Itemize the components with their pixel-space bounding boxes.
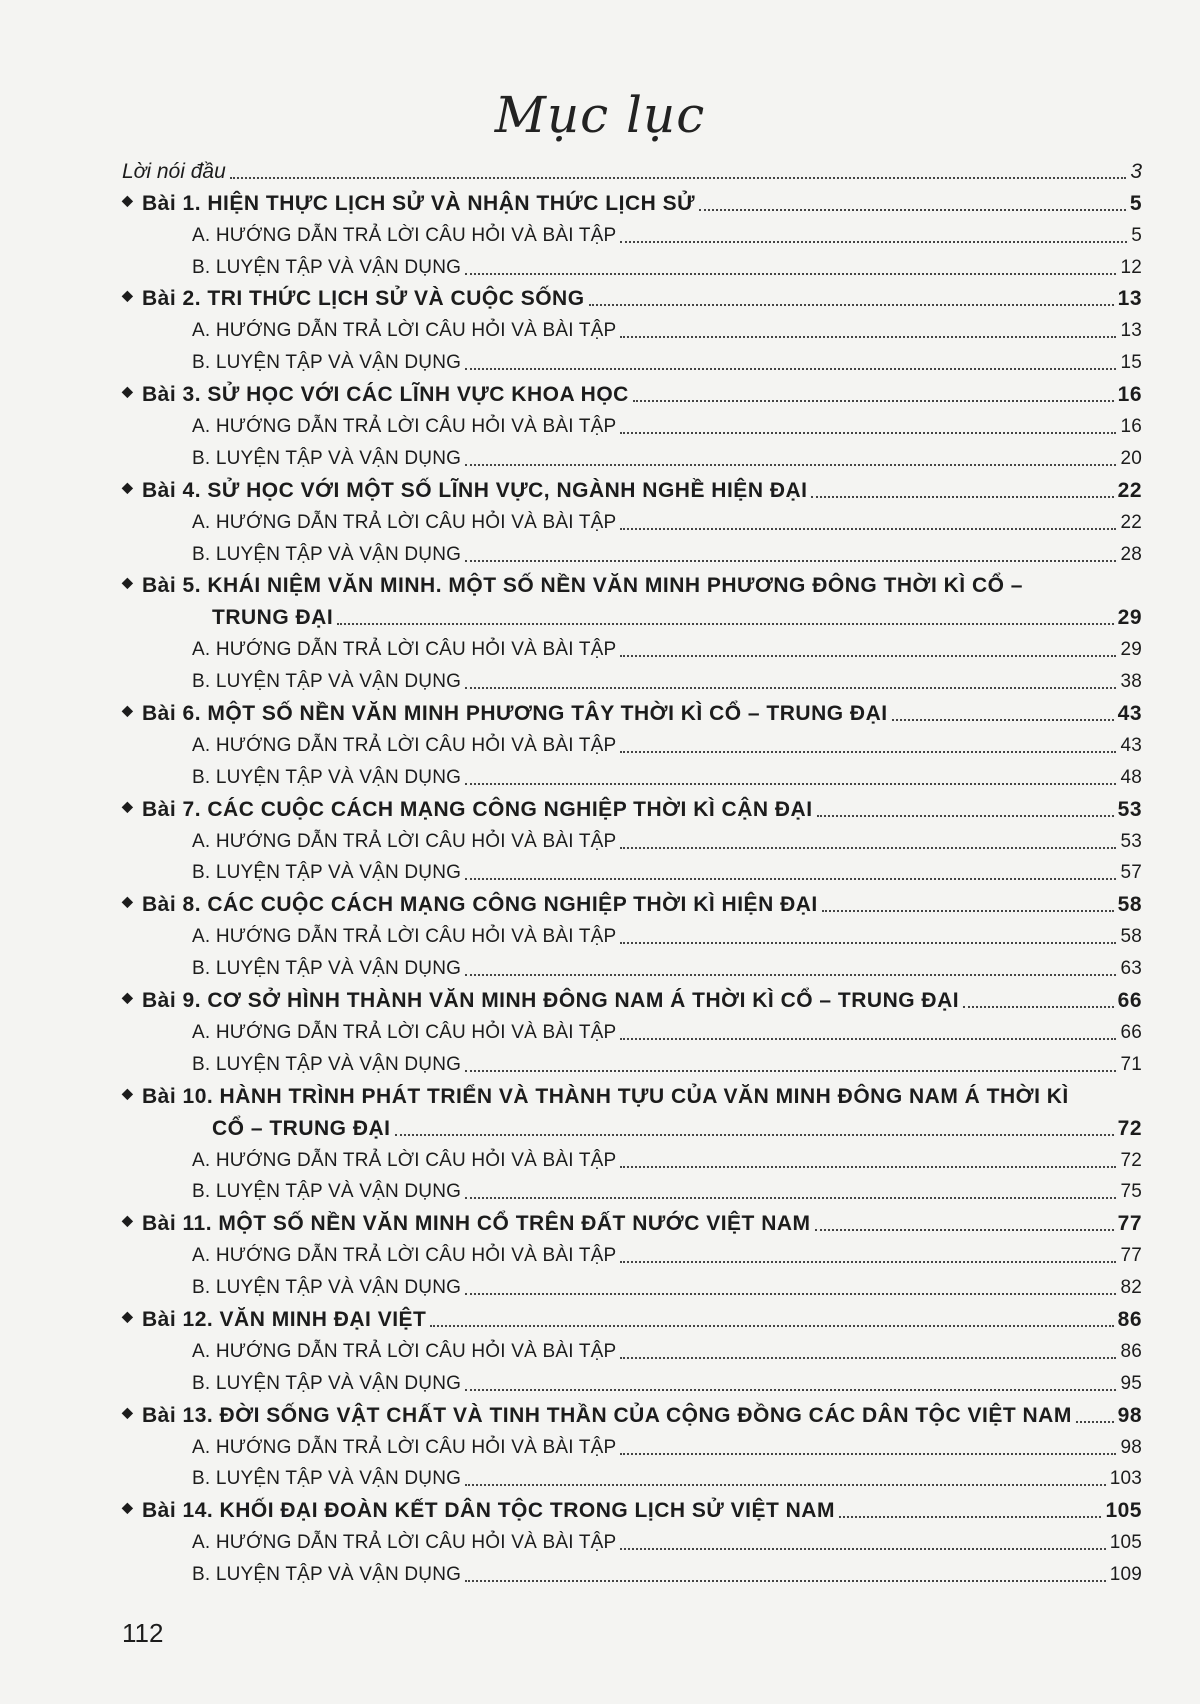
- dot-leader: [620, 528, 1116, 530]
- toc-lesson-row-continued[interactable]: [122, 598, 1142, 630]
- diamond-bullet-icon: ◆: [122, 1084, 134, 1101]
- toc-subsection-page: 75: [1120, 1181, 1142, 1203]
- toc-subsection-row[interactable]: [122, 949, 1142, 981]
- dot-leader: [839, 1516, 1101, 1518]
- dot-leader: [465, 1484, 1106, 1486]
- toc-subsection-page: 16: [1120, 416, 1142, 438]
- toc-subsection-page: 71: [1120, 1053, 1142, 1075]
- dot-leader: [465, 1293, 1116, 1295]
- toc-lesson-row[interactable]: [122, 694, 1142, 726]
- dot-leader: [465, 974, 1116, 976]
- dot-leader: [620, 1166, 1116, 1168]
- toc-subsection-page: 38: [1120, 671, 1142, 693]
- toc-subsection-label: A. HƯỚNG DẪN TRẢ LỜI CÂU HỎI VÀ BÀI TẬP: [192, 926, 617, 948]
- diamond-bullet-icon: ◆: [122, 1212, 134, 1229]
- toc-subsection-row[interactable]: [122, 854, 1142, 886]
- toc-lesson-title: Bài 12. VĂN MINH ĐẠI VIỆT: [142, 1307, 427, 1331]
- diamond-bullet-icon: ◆: [122, 893, 134, 910]
- dot-leader: [465, 878, 1116, 880]
- toc-subsection-page: 15: [1120, 352, 1142, 374]
- toc-subsection-row[interactable]: [122, 822, 1142, 854]
- toc-subsection-page: 13: [1120, 320, 1142, 342]
- diamond-bullet-icon: ◆: [122, 191, 134, 208]
- toc-subsection-row[interactable]: [122, 726, 1142, 758]
- toc-subsection-label: A. HƯỚNG DẪN TRẢ LỜI CÂU HỎI VÀ BÀI TẬP: [192, 320, 617, 342]
- toc-subsection-label: A. HƯỚNG DẪN TRẢ LỜI CÂU HỎI VÀ BÀI TẬP: [192, 1436, 617, 1458]
- toc-subsection-row[interactable]: [122, 1364, 1142, 1396]
- toc-subsection-page: 82: [1120, 1277, 1142, 1299]
- diamond-bullet-icon: ◆: [122, 989, 134, 1006]
- dot-leader: [822, 910, 1114, 912]
- dot-leader: [620, 847, 1116, 849]
- dot-leader: [395, 1134, 1114, 1136]
- diamond-bullet-icon: ◆: [122, 1307, 134, 1324]
- toc-lesson-row[interactable]: [122, 1396, 1142, 1428]
- toc-subsection-page: 53: [1120, 830, 1142, 852]
- toc-subsection-row[interactable]: [122, 917, 1142, 949]
- toc-subsection-page: 103: [1109, 1468, 1142, 1490]
- toc-subsection-row[interactable]: [122, 1523, 1142, 1555]
- toc-subsection-row[interactable]: [122, 1173, 1142, 1205]
- toc-subsection-label: B. LUYỆN TẬP VÀ VẬN DỤNG: [192, 1468, 462, 1490]
- toc-subsection-row[interactable]: [122, 439, 1142, 471]
- dot-leader: [811, 496, 1113, 498]
- toc-subsection-label: B. LUYỆN TẬP VÀ VẬN DỤNG: [192, 1564, 462, 1586]
- toc-subsection-row[interactable]: [122, 1268, 1142, 1300]
- dot-leader: [465, 368, 1116, 370]
- dot-leader: [465, 1389, 1116, 1391]
- toc-lesson-page: 29: [1117, 606, 1142, 630]
- toc-subsection-row[interactable]: [122, 1013, 1142, 1045]
- toc-subsection-page: 57: [1120, 862, 1142, 884]
- toc-intro-label: Lời nói đầu: [122, 159, 226, 183]
- dot-leader: [963, 1006, 1114, 1008]
- toc-intro-page: 3: [1130, 159, 1142, 183]
- dot-leader: [465, 783, 1116, 785]
- toc-lesson-title: Bài 3. SỬ HỌC VỚI CÁC LĨNH VỰC KHOA HỌC: [142, 383, 629, 407]
- toc-lesson-row[interactable]: [122, 885, 1142, 917]
- dot-leader: [620, 336, 1116, 338]
- toc-subsection-page: 66: [1120, 1021, 1142, 1043]
- toc-subsection-label: A. HƯỚNG DẪN TRẢ LỜI CÂU HỎI VÀ BÀI TẬP: [192, 1532, 617, 1554]
- toc-lesson-row[interactable]: [122, 1491, 1142, 1523]
- toc-subsection-page: 5: [1131, 224, 1142, 246]
- dot-leader: [465, 560, 1116, 562]
- dot-leader: [633, 400, 1114, 402]
- toc-lesson-row[interactable]: [122, 981, 1142, 1013]
- toc-lesson-row[interactable]: [122, 790, 1142, 822]
- toc-subsection-label: B. LUYỆN TẬP VÀ VẬN DỤNG: [192, 862, 462, 884]
- toc-subsection-label: A. HƯỚNG DẪN TRẢ LỜI CÂU HỎI VÀ BÀI TẬP: [192, 1021, 617, 1043]
- toc-subsection-label: B. LUYỆN TẬP VÀ VẬN DỤNG: [192, 256, 462, 278]
- toc-subsection-page: 95: [1120, 1372, 1142, 1394]
- toc-subsection-label: A. HƯỚNG DẪN TRẢ LỜI CÂU HỎI VÀ BÀI TẬP: [192, 1340, 617, 1362]
- toc-lesson-page: 86: [1117, 1307, 1142, 1331]
- diamond-bullet-icon: ◆: [122, 702, 134, 719]
- toc-lesson-page: 77: [1117, 1212, 1142, 1236]
- toc-subsection-label: B. LUYỆN TẬP VÀ VẬN DỤNG: [192, 766, 462, 788]
- toc-subsection-label: A. HƯỚNG DẪN TRẢ LỜI CÂU HỎI VÀ BÀI TẬP: [192, 1149, 617, 1171]
- toc-lesson-title: Bài 7. CÁC CUỘC CÁCH MẠNG CÔNG NGHIỆP THỜI KÌ CẬN ĐẠI: [142, 797, 813, 821]
- toc-subsection-row[interactable]: [122, 1141, 1142, 1173]
- toc-subsection-row[interactable]: [122, 1555, 1142, 1587]
- toc-lesson-title: Bài 14. KHỐI ĐẠI ĐOÀN KẾT DÂN TỘC TRONG LỊCH SỬ VIỆT NAM: [142, 1499, 835, 1523]
- diamond-bullet-icon: ◆: [122, 797, 134, 814]
- toc-subsection-label: A. HƯỚNG DẪN TRẢ LỜI CÂU HỎI VÀ BÀI TẬP: [192, 1245, 617, 1267]
- toc-lesson-page: 22: [1117, 478, 1142, 502]
- toc-subsection-label: B. LUYỆN TẬP VÀ VẬN DỤNG: [192, 447, 462, 469]
- dot-leader: [465, 1580, 1106, 1582]
- toc-lesson-title: Bài 1. HIỆN THỰC LỊCH SỬ VÀ NHẬN THỨC LỊCH SỬ: [142, 191, 696, 215]
- dot-leader: [465, 1070, 1116, 1072]
- toc-subsection-label: B. LUYỆN TẬP VÀ VẬN DỤNG: [192, 352, 462, 374]
- toc-lesson-title: Bài 8. CÁC CUỘC CÁCH MẠNG CÔNG NGHIỆP THỜI KÌ HIỆN ĐẠI: [142, 893, 818, 917]
- toc-subsection-page: 20: [1120, 447, 1142, 469]
- dot-leader: [620, 1548, 1105, 1550]
- dot-leader: [620, 751, 1116, 753]
- toc-lesson-page: 72: [1117, 1116, 1142, 1140]
- toc-lesson-page: 53: [1117, 797, 1142, 821]
- toc-subsection-row[interactable]: [122, 630, 1142, 662]
- page-number: 112: [122, 1618, 164, 1648]
- dot-leader: [699, 209, 1126, 211]
- dot-leader: [620, 241, 1127, 243]
- toc-intro-row[interactable]: [122, 152, 1142, 184]
- toc-subsection-page: 77: [1120, 1245, 1142, 1267]
- dot-leader: [337, 623, 1113, 625]
- toc-subsection-row[interactable]: [122, 758, 1142, 790]
- toc-subsection-row[interactable]: [122, 1332, 1142, 1364]
- toc-subsection-row[interactable]: [122, 1428, 1142, 1460]
- toc-lesson-row[interactable]: [122, 280, 1142, 312]
- toc-lesson-page: 66: [1117, 989, 1142, 1013]
- dot-leader: [620, 432, 1116, 434]
- toc-lesson-title: Bài 5. KHÁI NIỆM VĂN MINH. MỘT SỐ NỀN VĂN MINH PHƯƠNG ĐÔNG THỜI KÌ CỔ –: [142, 574, 1023, 598]
- toc-lesson-row[interactable]: [122, 375, 1142, 407]
- toc-subsection-label: A. HƯỚNG DẪN TRẢ LỜI CÂU HỎI VÀ BÀI TẬP: [192, 511, 617, 533]
- toc-lesson-page: 58: [1117, 893, 1142, 917]
- diamond-bullet-icon: ◆: [122, 1499, 134, 1516]
- dot-leader: [815, 1229, 1114, 1231]
- dot-leader: [620, 1038, 1116, 1040]
- toc-lesson-title: Bài 11. MỘT SỐ NỀN VĂN MINH CỔ TRÊN ĐẤT NƯỚC VIỆT NAM: [142, 1212, 811, 1236]
- page-title: Mục lục: [494, 86, 706, 144]
- toc-subsection-page: 86: [1120, 1340, 1142, 1362]
- toc-subsection-label: A. HƯỚNG DẪN TRẢ LỜI CÂU HỎI VÀ BÀI TẬP: [192, 830, 617, 852]
- toc-lesson-title: Bài 4. SỬ HỌC VỚI MỘT SỐ LĨNH VỰC, NGÀNH NGHỀ HIỆN ĐẠI: [142, 478, 808, 502]
- dot-leader: [230, 177, 1127, 179]
- table-of-contents: [122, 152, 1142, 1587]
- toc-lesson-page: 13: [1117, 287, 1142, 311]
- toc-subsection-page: 109: [1109, 1564, 1142, 1586]
- toc-subsection-page: 28: [1120, 543, 1142, 565]
- diamond-bullet-icon: ◆: [122, 287, 134, 304]
- toc-subsection-row[interactable]: [122, 662, 1142, 694]
- dot-leader: [620, 942, 1116, 944]
- toc-subsection-label: B. LUYỆN TẬP VÀ VẬN DỤNG: [192, 1372, 462, 1394]
- toc-subsection-row[interactable]: [122, 535, 1142, 567]
- lesson-list: [122, 184, 1142, 1587]
- dot-leader: [465, 273, 1116, 275]
- toc-lesson-title: Bài 9. CƠ SỞ HÌNH THÀNH VĂN MINH ĐÔNG NAM Á THỜI KÌ CỔ – TRUNG ĐẠI: [142, 989, 960, 1013]
- toc-subsection-label: A. HƯỚNG DẪN TRẢ LỜI CÂU HỎI VÀ BÀI TẬP: [192, 639, 617, 661]
- toc-lesson-title: Bài 13. ĐỜI SỐNG VẬT CHẤT VÀ TINH THẦN CỦA CỘNG ĐỒNG CÁC DÂN TỘC VIỆT NAM: [142, 1403, 1072, 1427]
- dot-leader: [430, 1325, 1113, 1327]
- toc-lesson-title: Bài 6. MỘT SỐ NỀN VĂN MINH PHƯƠNG TÂY THỜI KÌ CỔ – TRUNG ĐẠI: [142, 702, 888, 726]
- toc-subsection-page: 48: [1120, 766, 1142, 788]
- toc-subsection-label: B. LUYỆN TẬP VÀ VẬN DỤNG: [192, 671, 462, 693]
- toc-subsection-row[interactable]: [122, 311, 1142, 343]
- dot-leader: [620, 1357, 1116, 1359]
- toc-subsection-label: A. HƯỚNG DẪN TRẢ LỜI CÂU HỎI VÀ BÀI TẬP: [192, 734, 617, 756]
- toc-lesson-row[interactable]: [122, 471, 1142, 503]
- toc-lesson-row[interactable]: [122, 1204, 1142, 1236]
- dot-leader: [465, 464, 1116, 466]
- dot-leader: [589, 304, 1114, 306]
- toc-lesson-page: 105: [1105, 1499, 1142, 1523]
- dot-leader: [817, 815, 1114, 817]
- toc-subsection-page: 105: [1109, 1532, 1142, 1554]
- toc-lesson-title-continued: TRUNG ĐẠI: [212, 606, 334, 630]
- toc-subsection-label: B. LUYỆN TẬP VÀ VẬN DỤNG: [192, 1181, 462, 1203]
- toc-subsection-row[interactable]: [122, 216, 1142, 248]
- toc-subsection-page: 72: [1120, 1149, 1142, 1171]
- toc-subsection-label: B. LUYỆN TẬP VÀ VẬN DỤNG: [192, 958, 462, 980]
- toc-subsection-row[interactable]: [122, 343, 1142, 375]
- toc-lesson-page: 98: [1117, 1403, 1142, 1427]
- dot-leader: [892, 719, 1114, 721]
- toc-lesson-row-continued[interactable]: [122, 1109, 1142, 1141]
- toc-lesson-page: 16: [1117, 383, 1142, 407]
- toc-subsection-label: A. HƯỚNG DẪN TRẢ LỜI CÂU HỎI VÀ BÀI TẬP: [192, 416, 617, 438]
- toc-subsection-label: A. HƯỚNG DẪN TRẢ LỜI CÂU HỎI VÀ BÀI TẬP: [192, 224, 617, 246]
- toc-subsection-row[interactable]: [122, 1236, 1142, 1268]
- diamond-bullet-icon: ◆: [122, 478, 134, 495]
- diamond-bullet-icon: ◆: [122, 574, 134, 591]
- toc-subsection-row[interactable]: [122, 503, 1142, 535]
- dot-leader: [620, 1261, 1116, 1263]
- toc-subsection-row[interactable]: [122, 407, 1142, 439]
- toc-lesson-title: Bài 10. HÀNH TRÌNH PHÁT TRIỂN VÀ THÀNH TỰU CỦA VĂN MINH ĐÔNG NAM Á THỜI KÌ: [142, 1084, 1069, 1108]
- toc-subsection-label: B. LUYỆN TẬP VÀ VẬN DỤNG: [192, 543, 462, 565]
- toc-subsection-page: 43: [1120, 734, 1142, 756]
- toc-subsection-page: 98: [1120, 1436, 1142, 1458]
- toc-lesson-row[interactable]: [122, 1300, 1142, 1332]
- toc-lesson-page: 43: [1117, 702, 1142, 726]
- toc-lesson-row[interactable]: [122, 1077, 1142, 1109]
- dot-leader: [465, 1197, 1116, 1199]
- dot-leader: [465, 687, 1116, 689]
- toc-subsection-page: 58: [1120, 926, 1142, 948]
- toc-subsection-label: B. LUYỆN TẬP VÀ VẬN DỤNG: [192, 1053, 462, 1075]
- toc-lesson-title: Bài 2. TRI THỨC LỊCH SỬ VÀ CUỘC SỐNG: [142, 287, 585, 311]
- toc-subsection-page: 63: [1120, 958, 1142, 980]
- toc-lesson-row[interactable]: [122, 184, 1142, 216]
- toc-subsection-row[interactable]: [122, 1460, 1142, 1492]
- toc-subsection-page: 29: [1120, 639, 1142, 661]
- toc-lesson-row[interactable]: [122, 567, 1142, 599]
- dot-leader: [1076, 1421, 1114, 1423]
- toc-subsection-row[interactable]: [122, 1045, 1142, 1077]
- diamond-bullet-icon: ◆: [122, 1403, 134, 1420]
- toc-subsection-label: B. LUYỆN TẬP VÀ VẬN DỤNG: [192, 1277, 462, 1299]
- toc-lesson-page: 5: [1129, 191, 1142, 215]
- dot-leader: [620, 655, 1116, 657]
- toc-subsection-page: 22: [1120, 511, 1142, 533]
- diamond-bullet-icon: ◆: [122, 383, 134, 400]
- dot-leader: [620, 1453, 1116, 1455]
- toc-subsection-row[interactable]: [122, 248, 1142, 280]
- toc-subsection-page: 12: [1120, 256, 1142, 278]
- toc-lesson-title-continued: CỔ – TRUNG ĐẠI: [212, 1116, 391, 1140]
